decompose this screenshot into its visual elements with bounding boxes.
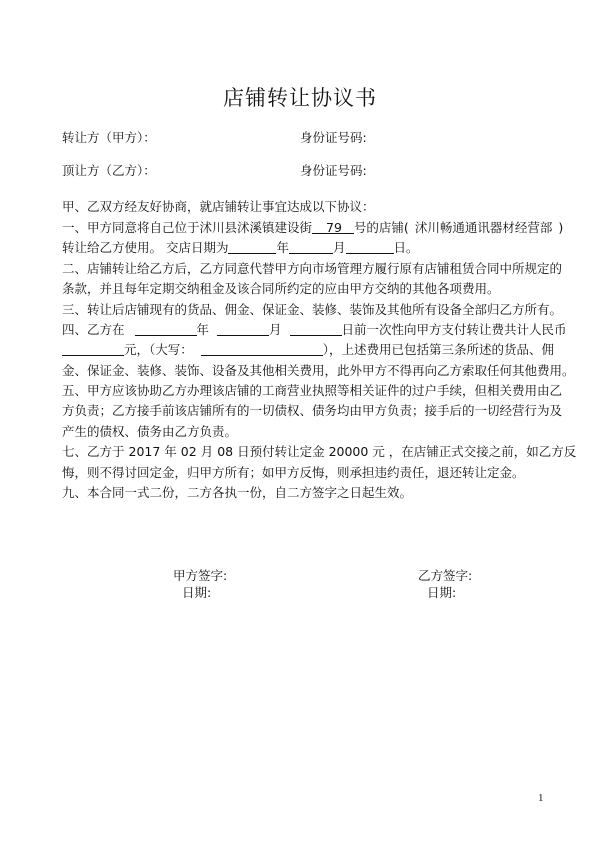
clause-3: 三、转让后店铺现有的货品、佣金、保证金、装修、装饰及其他所有设备全部归乙方所有。: [62, 302, 563, 317]
clause-1-line-2: [62, 240, 419, 256]
clause-4-line-1: [62, 322, 567, 338]
date-month-blank: [289, 241, 333, 254]
pay-day-blank: [290, 323, 342, 336]
deposit-year-label: 年: [164, 444, 177, 459]
deposit-amount: 20000: [328, 444, 369, 459]
deposit-year: 2017: [128, 444, 161, 459]
clause-2-line-2: 条款，并且每年定期交纳租金及该合同所约定的应由甲方交纳的其他各项费用。: [62, 281, 500, 296]
page-number: 1: [538, 792, 544, 804]
deposit-day: 08: [217, 444, 234, 459]
clause-1-line2-text: 转让给乙方使用。 交店日期为: [62, 240, 229, 255]
date-day-blank: [346, 241, 394, 254]
intro-text: 甲、乙双方经友好协商，就店铺转让事宜达成以下协议：: [62, 199, 375, 214]
clause-4-yuan: 元，（大写：: [124, 342, 193, 357]
clause-9: 九、本合同一式二份，二方各执一份，自二方签字之日起生效。: [62, 485, 413, 500]
transferee-id-label: 身份证号码:: [300, 163, 367, 178]
clause-4-line-2: [62, 342, 554, 358]
pay-year-blank: [135, 323, 197, 336]
clause-5-line-2: 方负责；乙方接手前该店铺所有的一切债权、债务均由甲方负责；接手后的一切经营行为及: [62, 403, 563, 418]
party-b-date-label: 日期:: [427, 585, 457, 600]
blank: [342, 221, 354, 234]
party-a-date-label: 日期:: [182, 585, 212, 600]
document-title: 店铺转让协议书: [223, 86, 377, 110]
day-label: 日。: [393, 240, 419, 255]
clause-5-line-3: 产生的债权、债务由乙方负责。: [62, 424, 238, 439]
month-label: 月: [333, 240, 346, 255]
clause-1-text-a: 一、甲方同意将自己位于沭川县沭溪镇建设街: [62, 220, 313, 235]
clause-4-text-b: 日前一次性向甲方支付转让费共计人民币: [341, 322, 567, 337]
date-year-blank: [228, 241, 276, 254]
clause-4-text-a: 四、乙方在: [62, 322, 125, 337]
clause-7-text-b: 元 ，在店铺正式交接之前，如乙方反: [372, 444, 577, 459]
party-a-signature-label: 甲方签字:: [173, 568, 228, 583]
amount-words-blank: [201, 343, 323, 356]
clause-5-line-1: 五、甲方应该协助乙方办理该店铺的工商营业执照等相关证件的过户手续，但相关费用由乙: [62, 383, 563, 398]
clause-1-text-c: ): [558, 220, 564, 235]
transferee-label: 顶让方（乙方）：: [62, 163, 156, 178]
transferor-label: 转让方（甲方）：: [62, 130, 156, 145]
clause-1-text-b: 号的店铺(: [353, 220, 409, 235]
deposit-month: 02: [180, 444, 197, 459]
deposit-month-label: 月: [200, 444, 214, 459]
shop-name: 沭川畅通通讯器材经营部: [414, 220, 553, 235]
transferor-id-label: 身份证号码:: [300, 130, 367, 145]
clause-2-line-1: 二、店铺转让给乙方后，乙方同意代替甲方向市场管理方履行原有店铺租赁合同中所规定的: [62, 261, 563, 276]
clause-7-line-2: 悔，则不得讨回定金，归甲方所有；如甲方反悔，则承担违约责任，退还转让定金。: [62, 465, 525, 480]
clause-4-month-label: 月: [269, 322, 282, 337]
clause-4-text-c: ），上述费用已包括第三条所述的货品、佣: [322, 342, 555, 357]
street-number: 79: [326, 220, 342, 235]
clause-4-line-3: 金、保证金、装修、装饰、设备及其他相关费用，此外甲方不得再向乙方索取任何其他费用。: [62, 363, 575, 378]
amount-blank: [62, 343, 124, 356]
pay-month-blank: [217, 323, 269, 336]
blank: [312, 221, 326, 234]
clause-7-line-1: [62, 444, 576, 460]
clause-1-line-1: [62, 220, 563, 236]
clause-4-year-label: 年: [196, 322, 210, 337]
clause-7-text-a: 七、乙方于: [62, 444, 125, 459]
deposit-day-label: 日预付转让定金: [237, 444, 325, 459]
year-label: 年: [276, 240, 289, 255]
party-b-signature-label: 乙方签字:: [418, 568, 473, 583]
